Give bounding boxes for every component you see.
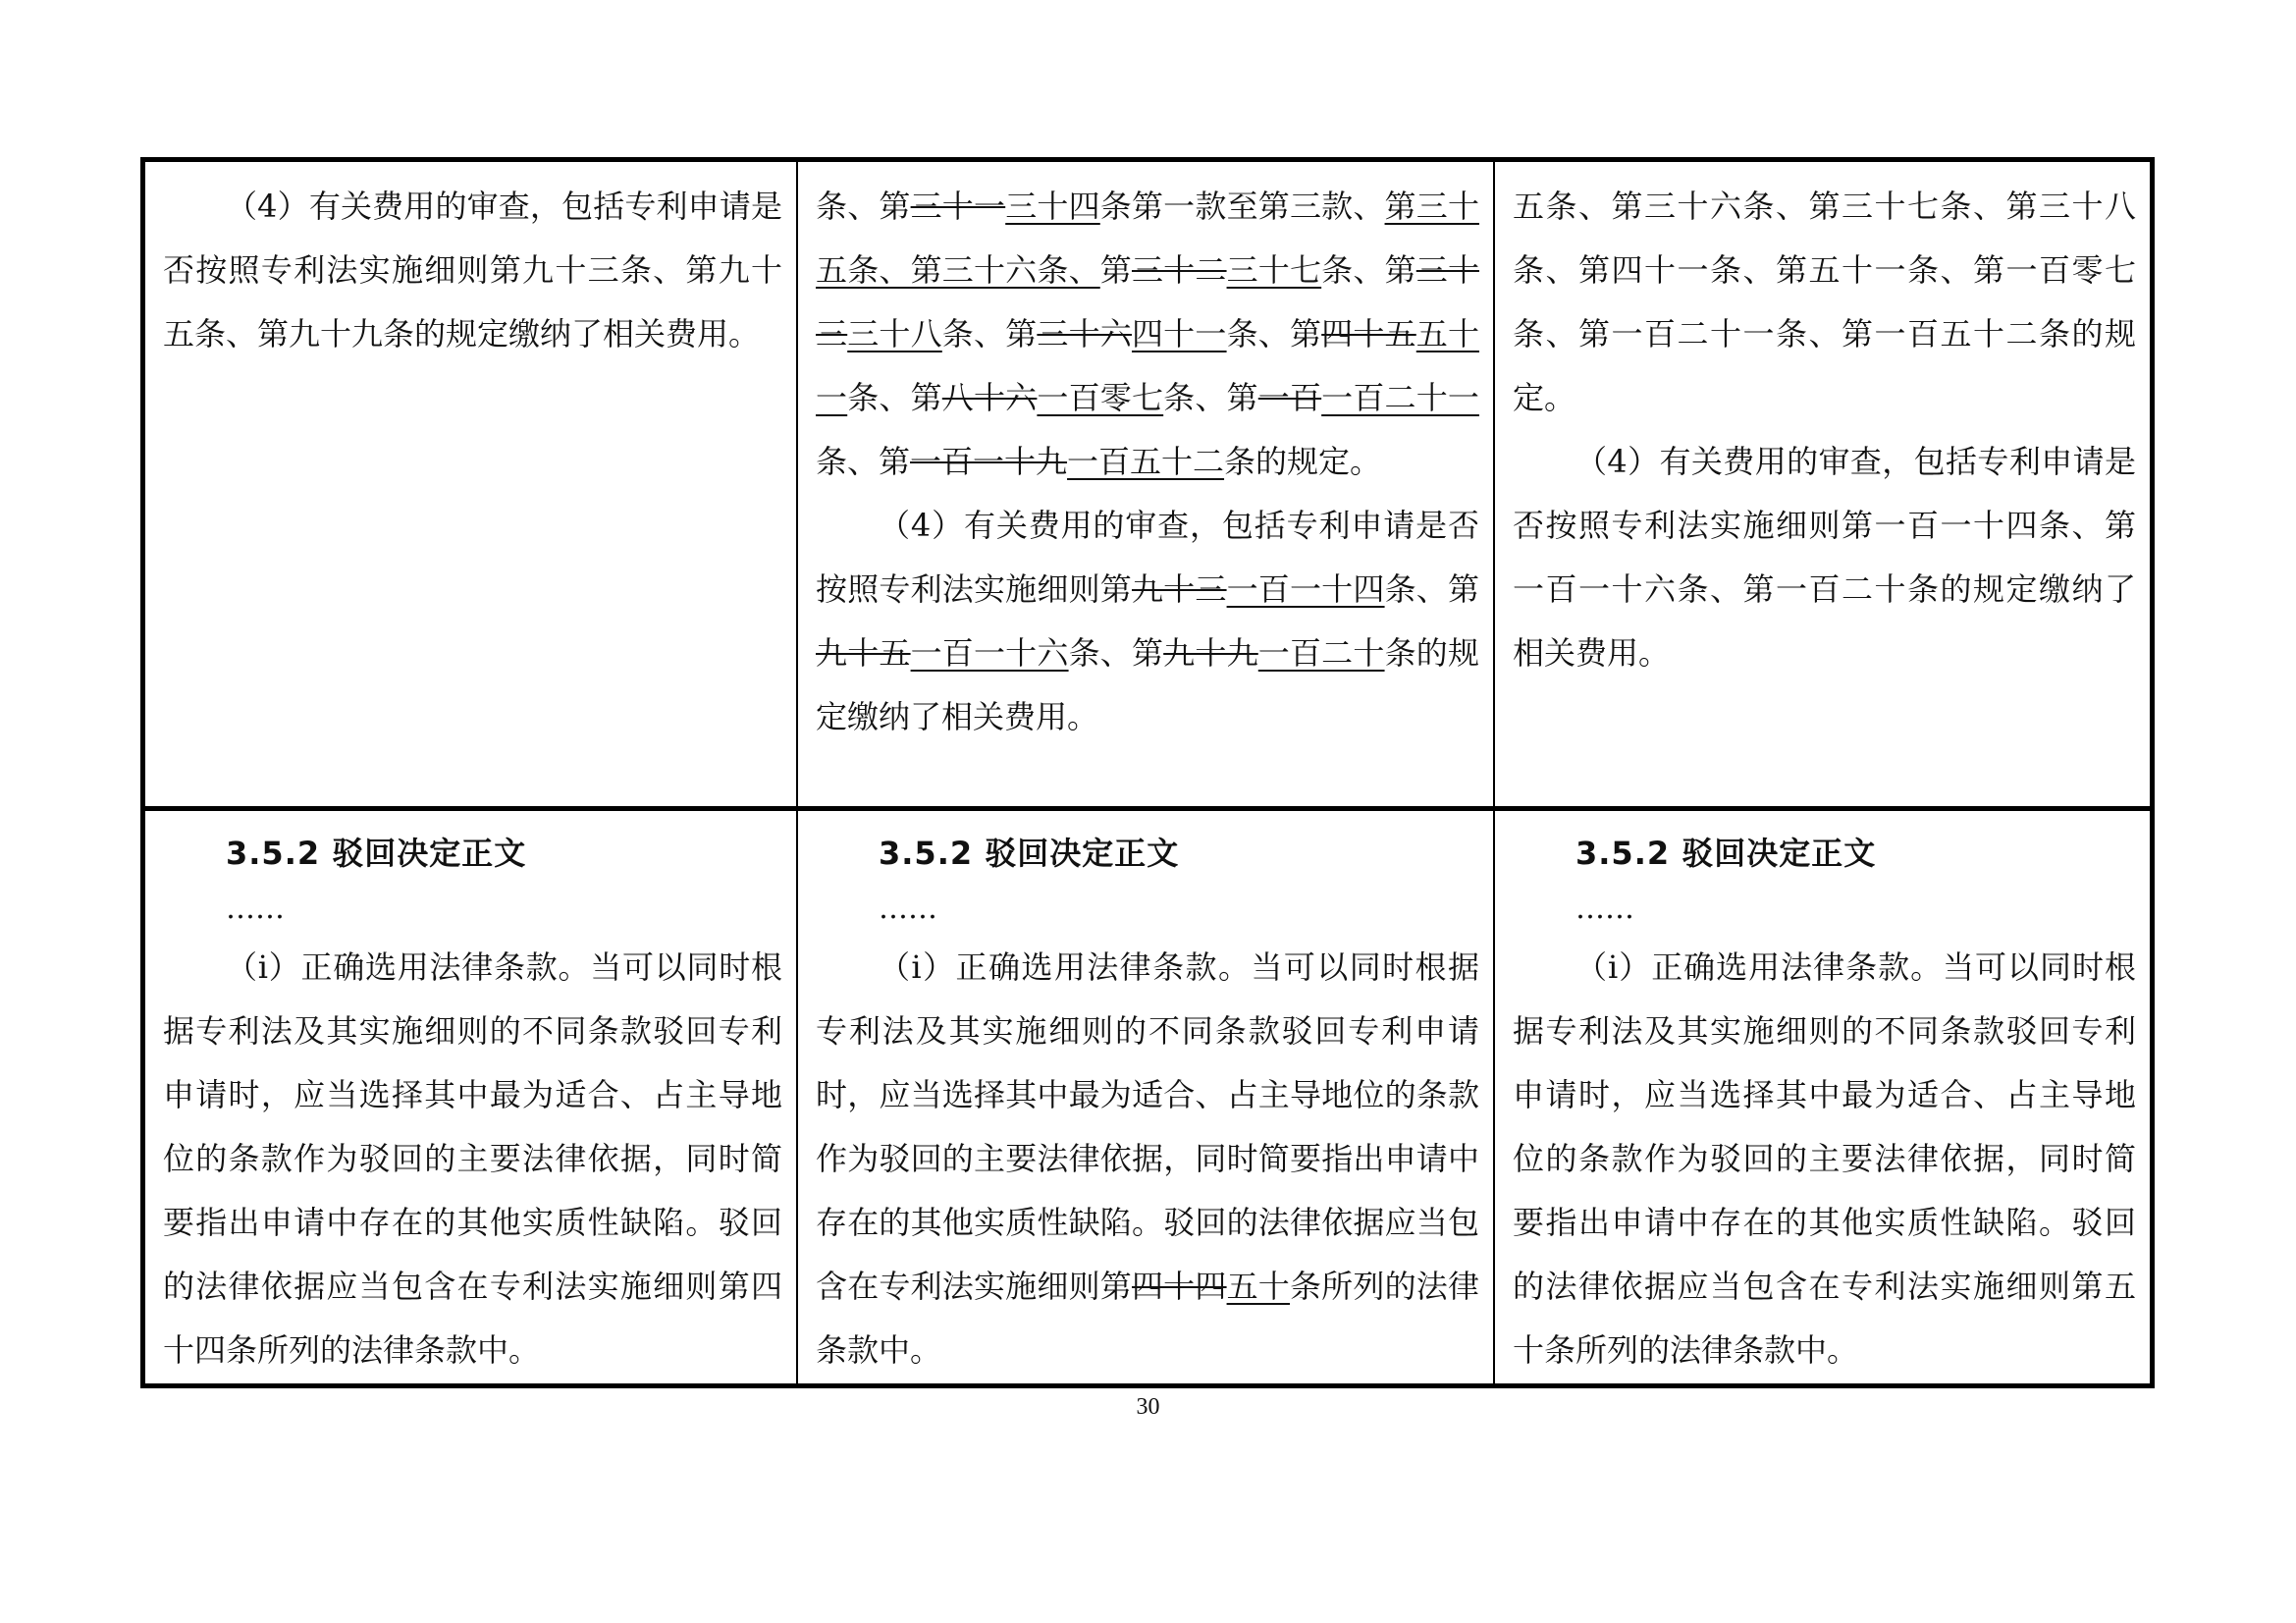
inserted-text: 三十八 bbox=[847, 315, 942, 352]
omission-ellipsis: …… bbox=[226, 892, 285, 926]
text-segment: 条、第 bbox=[816, 188, 911, 225]
deleted-text: 八十六 bbox=[941, 379, 1038, 416]
inserted-text: 一百零七 bbox=[1037, 379, 1164, 416]
revised-article-list-paragraph bbox=[816, 175, 1479, 494]
text-segment: 条、第 bbox=[847, 379, 942, 416]
original-fees-paragraph: （4）有关费用的审查，包括专利申请是否按照专利法实施细则第九十三条、第九十五条、第九十九条的规定缴纳了相关费用。 bbox=[163, 188, 782, 352]
section-heading: 3.5.2 驳回决定正文 bbox=[1575, 835, 1877, 872]
inserted-text: 第三十五条、第三十六条、 bbox=[816, 188, 1479, 289]
text-segment: 条、第 bbox=[1226, 315, 1322, 352]
original-rejection-paragraph: （i）正确选用法律条款。当可以同时根据专利法及其实施细则的不同条款驳回专利申请时，应当选择其中最为适合、占主导地位的条款作为驳回的主要法律依据，同时简要指出申请中存在的其他实质性缺陷。驳回的法律依据应当包含在专利法实施细则第四十四条所列的法律条款中。 bbox=[163, 948, 782, 1369]
text-segment: 条所列的法律条款中。 bbox=[816, 1268, 1479, 1369]
clean-fees-paragraph: （4）有关费用的审查，包括专利申请是否按照专利法实施细则第一百一十四条、第一百一十六条、第一百二十条的规定缴纳了相关费用。 bbox=[1513, 443, 2136, 672]
page-number: 30 bbox=[1136, 1394, 1160, 1420]
inserted-text: 一百一十四 bbox=[1226, 570, 1385, 608]
inserted-text: 三十七 bbox=[1226, 251, 1322, 289]
text-segment: （4）有关费用的审查，包括专利申请是否按照专利法实施细则第 bbox=[816, 507, 1479, 608]
text-segment: 条、第 bbox=[1321, 251, 1416, 289]
omission-ellipsis: …… bbox=[879, 892, 937, 926]
inserted-text: 一百一十六 bbox=[910, 634, 1069, 672]
cell-revised-rejection bbox=[798, 811, 1495, 1383]
text-segment: 条的规定缴纳了相关费用。 bbox=[816, 634, 1479, 735]
omission-ellipsis: …… bbox=[1575, 892, 1634, 926]
inserted-text: 四十一 bbox=[1131, 315, 1227, 352]
text-segment: 第 bbox=[1099, 251, 1132, 289]
text-segment: （i）正确选用法律条款。当可以同时根据专利法及其实施细则的不同条款驳回专利申请时，应当选择其中最为适合、占主导地位的条款作为驳回的主要法律依据，同时简要指出申请中存在的其他实质性缺陷。驳回的法律依据应当包含在专利法实施细则第 bbox=[816, 948, 1479, 1305]
inserted-text: 三十四 bbox=[1005, 188, 1100, 225]
deleted-text: 一百 bbox=[1257, 379, 1322, 416]
deleted-text: 一百一十九 bbox=[910, 443, 1068, 480]
deleted-text: 九十三 bbox=[1131, 570, 1227, 608]
text-segment: 条的规定。 bbox=[1224, 443, 1382, 480]
deleted-text: 四十五 bbox=[1321, 315, 1416, 352]
clean-rejection-paragraph: （i）正确选用法律条款。当可以同时根据专利法及其实施细则的不同条款驳回专利申请时，应当选择其中最为适合、占主导地位的条款作为驳回的主要法律依据，同时简要指出申请中存在的其他实质性缺陷。驳回的法律依据应当包含在专利法实施细则第五十条所列的法律条款中。 bbox=[1513, 948, 2136, 1369]
revised-rejection-paragraph bbox=[816, 936, 1479, 1382]
text-segment: 条、第 bbox=[1068, 634, 1164, 672]
section-heading: 3.5.2 驳回决定正文 bbox=[226, 835, 527, 872]
deleted-text: 四十四 bbox=[1131, 1268, 1227, 1305]
comparison-table bbox=[140, 157, 2155, 1388]
inserted-text: 五十一 bbox=[816, 315, 1479, 416]
revised-fees-paragraph bbox=[816, 494, 1479, 749]
text-segment: 条、第 bbox=[816, 443, 911, 480]
section-heading: 3.5.2 驳回决定正文 bbox=[879, 835, 1180, 872]
deleted-text: 三十三 bbox=[816, 251, 1479, 352]
deleted-text: 九十九 bbox=[1163, 634, 1258, 672]
text-segment: 条、第 bbox=[1384, 570, 1479, 608]
inserted-text: 一百二十一 bbox=[1321, 379, 1479, 416]
cell-revised-fees bbox=[798, 162, 1495, 811]
cell-original-rejection bbox=[145, 811, 798, 1383]
text-segment: 条、第 bbox=[1163, 379, 1258, 416]
deleted-text: 三十一 bbox=[910, 188, 1006, 225]
cell-original-fees bbox=[145, 162, 798, 811]
cell-clean-rejection bbox=[1495, 811, 2150, 1383]
inserted-text: 一百二十 bbox=[1257, 634, 1385, 672]
deleted-text: 九十五 bbox=[816, 634, 911, 672]
text-segment: 条、第 bbox=[941, 315, 1038, 352]
cell-clean-fees bbox=[1495, 162, 2150, 811]
clean-article-list-paragraph: 五条、第三十六条、第三十七条、第三十八条、第四十一条、第五十一条、第一百零七条、第一百二十一条、第一百五十二条的规定。 bbox=[1513, 188, 2136, 416]
inserted-text: 一百五十二 bbox=[1067, 443, 1225, 480]
deleted-text: 三十二 bbox=[1131, 251, 1227, 289]
inserted-text: 五十 bbox=[1226, 1268, 1290, 1305]
text-segment: 条第一款至第三款、 bbox=[1099, 188, 1385, 225]
deleted-text: 三十六 bbox=[1037, 315, 1132, 352]
